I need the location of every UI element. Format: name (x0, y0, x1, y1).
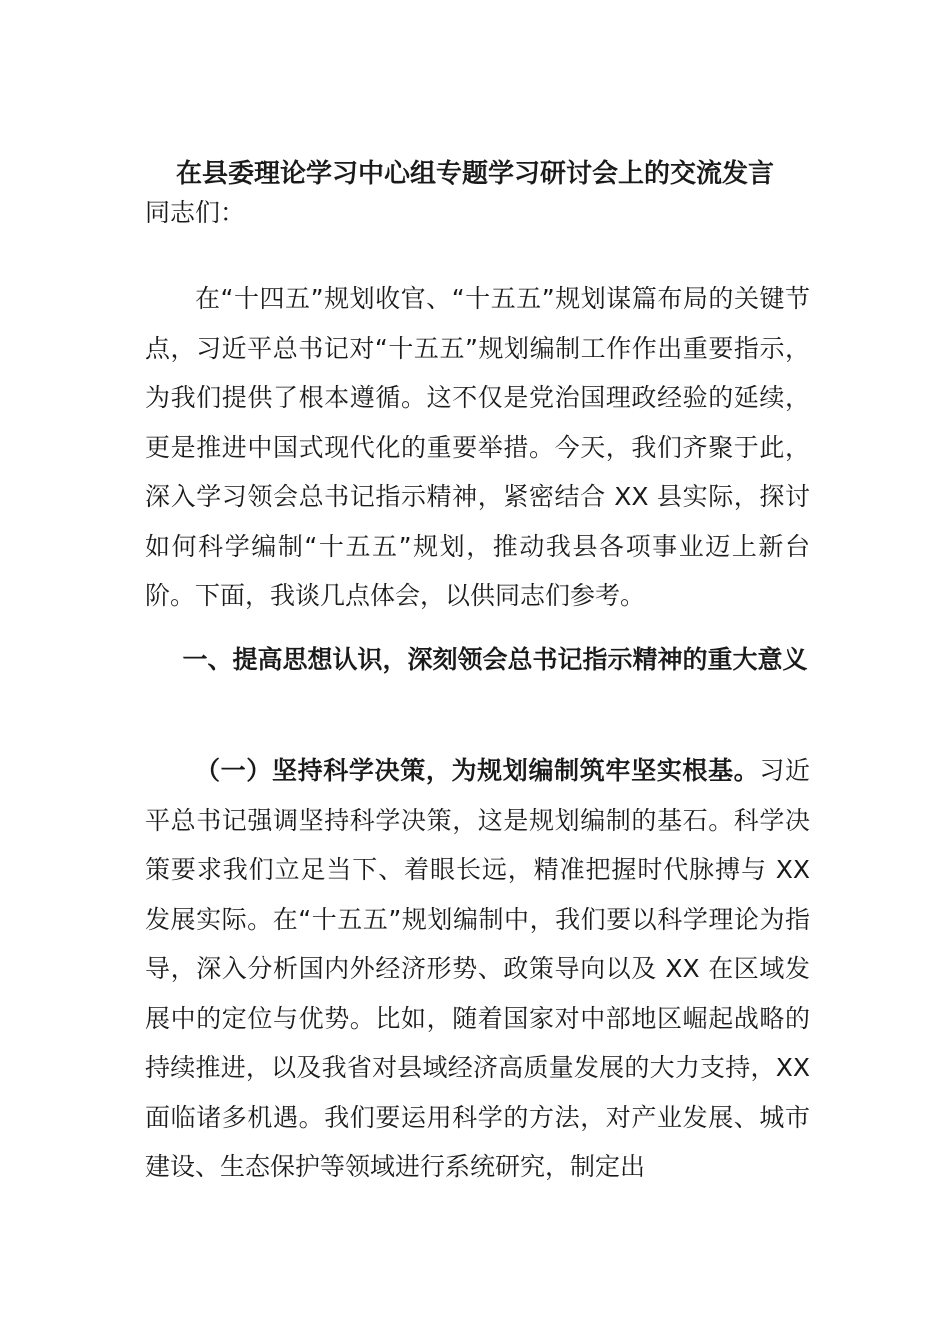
salutation: 同志们： (145, 198, 246, 227)
intro-paragraph: 在“十四五”规划收官、“十五五”规划谋篇布局的关键节点，习近平总书记对“十五五”规划编制工作作出重要指示，为我们提供了根本遵循。这不仅是党治国理政经验的延续，更是推进中国式现代化的重要举措。今天，我们齐聚于此，深入学习领会总书记指示精神，紧密结合 XX 县实际，探讨如何科学编制“十五五”规划，推动我县各项事业迈上新台阶。下面，我谈几点体会，以供同志们参考。 (145, 284, 810, 610)
section-heading-1: 一、提高思想认识，深刻领会总书记指示精神的重大意义 (182, 645, 808, 674)
document-title: 在县委理论学习中心组专题学习研讨会上的交流发言 (175, 159, 774, 189)
subsection-heading-1: （一）坚持科学决策，为规划编制筑牢坚实根基。 (195, 756, 760, 785)
subsection-paragraph-1 (145, 746, 810, 1192)
subsection-body-1: 习近平总书记强调坚持科学决策，这是规划编制的基石。科学决策要求我们立足当下、着眼长远，精准把握时代脉搏与 XX 发展实际。在“十五五”规划编制中，我们要以科学理论为指导，深入分析国内外经济形势、政策导向以及 XX 在区域发展中的定位与优势。比如，随着国家对中部地区崛起战略的持续推进，以及我省对县域经济高质量发展的大力支持，XX 面临诸多机遇。我们要运用科学的方法，对产业发展、城市建设、生态保护等领域进行系统研究，制定出 (145, 756, 810, 1181)
